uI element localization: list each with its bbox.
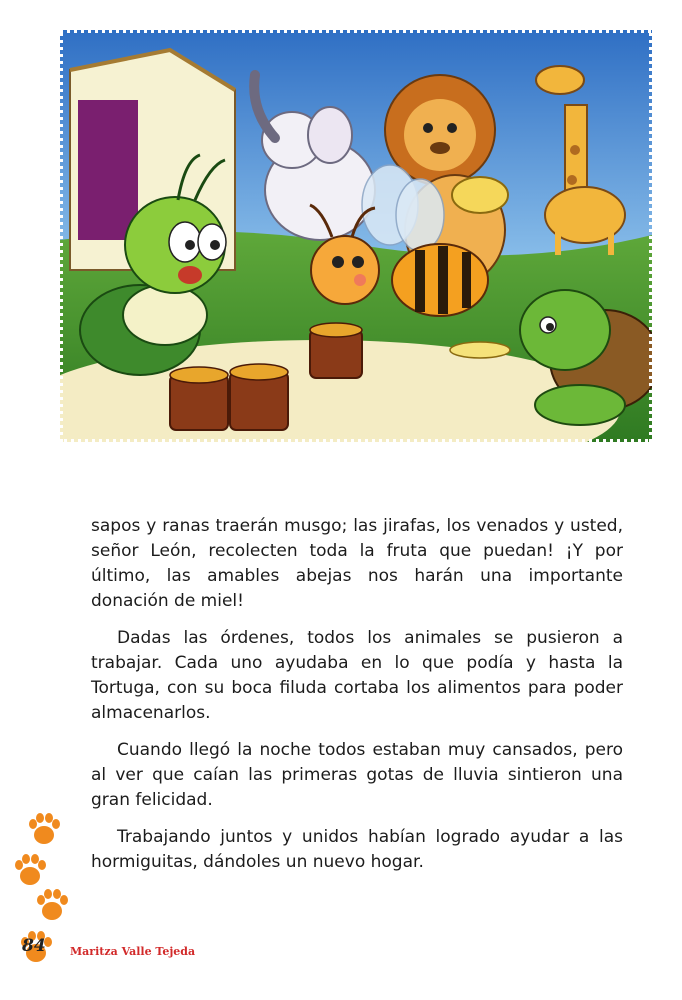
paragraph: sapos y ranas traerán musgo; las jirafas, los venados y usted, señor León, recolecten toda la fruta que puedan! ¡Y por último, las amables abejas nos harán una importante donación de miel!	[91, 516, 623, 611]
paragraph: Cuando llegó la noche todos estaban muy cansados, pero al ver que caían las primeras gotas de lluvia sintieron una gran felicidad.	[91, 740, 623, 810]
paw-print-icon	[14, 853, 46, 887]
story-text	[91, 514, 623, 887]
paw-print-icon	[28, 812, 60, 846]
paragraph: Dadas las órdenes, todos los animales se pusieron a trabajar. Cada uno ayudaba en lo que podía y hasta la Tortuga, con su boca filuda cortaba los alimentos para poder almacenarlos.	[91, 628, 623, 723]
author-name: Maritza Valle Tejeda	[70, 945, 196, 958]
page-number: 84	[22, 936, 46, 956]
paragraph: Trabajando juntos y unidos habían logrado ayudar a las hormiguitas, dándoles un nuevo hogar.	[91, 827, 623, 872]
honey-pot	[310, 323, 362, 378]
story-illustration	[60, 30, 652, 442]
paw-print-icon	[36, 888, 68, 922]
